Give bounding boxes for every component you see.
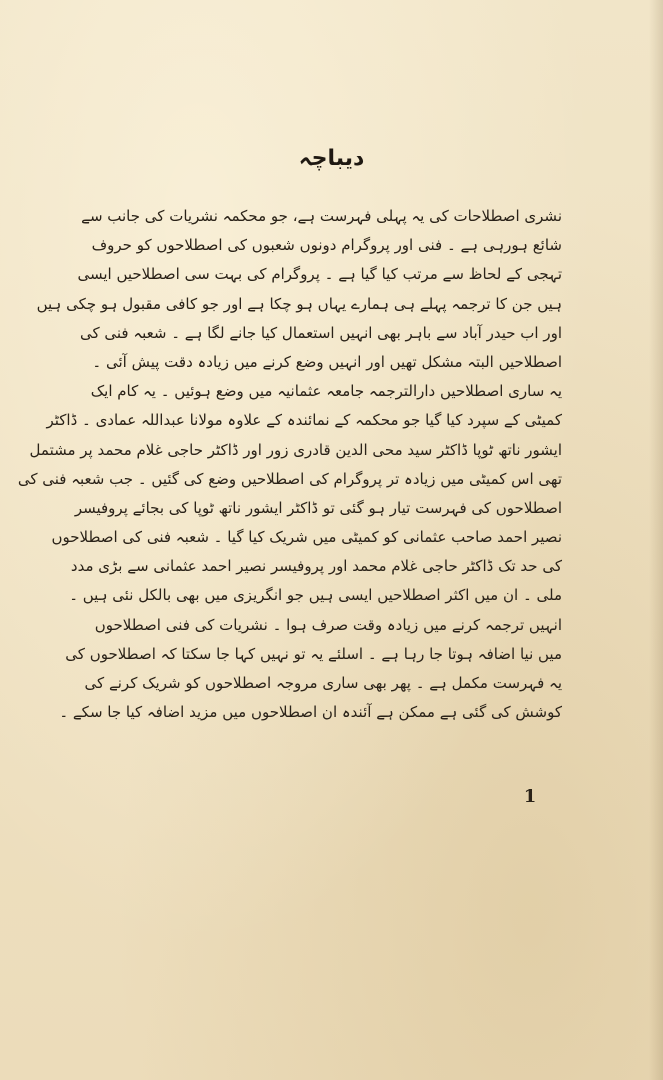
text-line-15: انہیں ترجمہ کرنے میں زیادہ وقت صرف ہوا ۔ نشریات کی فنی اصطلاحوں bbox=[94, 615, 562, 634]
page-title: دیباچہ bbox=[298, 146, 365, 171]
text-line-8: کمیٹی کے سپرد کیا گیا جو محکمہ کے نمائندہ کے علاوہ مولانا عبداللہ عمادی ۔ ڈاکٹر bbox=[46, 411, 562, 430]
text-line-14: ملی ۔ ان میں اکثر اصطلاحیں ایسی ہیں جو انگریزی میں بھی بالکل نئی ہیں ۔ bbox=[69, 586, 562, 605]
text-line-11: اصطلاحوں کی فہرست تیار ہو گئی تو ڈاکٹر ایشور ناتھ ٹوپا کی بجائے پروفیسر bbox=[74, 498, 562, 517]
text-line-1: نشری اصطلاحات کی یہ پہلی فہرست ہے، جو محکمہ نشریات کی جانب سے bbox=[81, 207, 562, 225]
text-line-17: یہ فہرست مکمل ہے ۔ پھر بھی ساری مروجہ اصطلاحوں کو شریک کرنے کی bbox=[84, 674, 562, 692]
text-line-4: ہیں جن کا ترجمہ پہلے ہی ہمارے یہاں ہو چکا ہے اور جو کافی مقبول ہو چکی ہیں bbox=[36, 294, 562, 313]
text-line-18: کوشش کی گئی ہے ممکن ہے آئندہ ان اصطلاحوں میں مزید اضافہ کیا جا سکے ۔ bbox=[59, 703, 562, 722]
text-line-9: ایشور ناتھ ٹوپا ڈاکٹر سید محی الدین قادری زور اور ڈاکٹر حاجی غلام محمد پر مشتمل bbox=[29, 440, 562, 459]
text-line-10: تھی اس کمیٹی میں زیادہ تر پروگرام کی اصطلاحیں وضع کی گئیں ۔ جب شعبہ فنی کی bbox=[17, 469, 562, 488]
text-line-13: کی حد تک ڈاکٹر حاجی غلام محمد اور پروفیسر نصیر احمد عثمانی سے بڑی مدد bbox=[70, 557, 562, 576]
text-line-12: نصیر احمد صاحب عثمانی کو کمیٹی میں شریک کیا گیا ۔ شعبہ فنی کی اصطلاحوں bbox=[51, 528, 562, 547]
preface-body bbox=[17, 202, 562, 727]
page-number: 1 bbox=[523, 786, 537, 807]
text-line-6: اصطلاحیں البتہ مشکل تھیں اور انہیں وضع کرنے میں زیادہ دقت پیش آئی ۔ bbox=[92, 352, 562, 371]
text-line-16: میں نیا اضافہ ہوتا جا رہا ہے ۔ اسلئے یہ تو نہیں کہا جا سکتا کہ اصطلاحوں کی bbox=[65, 644, 562, 663]
text-line-7: یہ ساری اصطلاحیں دارالترجمہ جامعہ عثمانیہ میں وضع ہوئیں ۔ یہ کام ایک bbox=[90, 382, 562, 401]
text-line-3: تہجی کے لحاظ سے مرتب کیا گیا ہے ۔ پروگرام کی بہت سی اصطلاحیں ایسی bbox=[77, 265, 562, 284]
text-line-5: اور اب حیدر آباد سے باہر بھی انہیں استعمال کیا جانے لگا ہے ۔ شعبہ فنی کی bbox=[79, 323, 562, 342]
text-line-2: شائع ہورہی ہے ۔ فنی اور پروگرام دونوں شعبوں کی اصطلاحوں کو حروف bbox=[91, 236, 562, 255]
